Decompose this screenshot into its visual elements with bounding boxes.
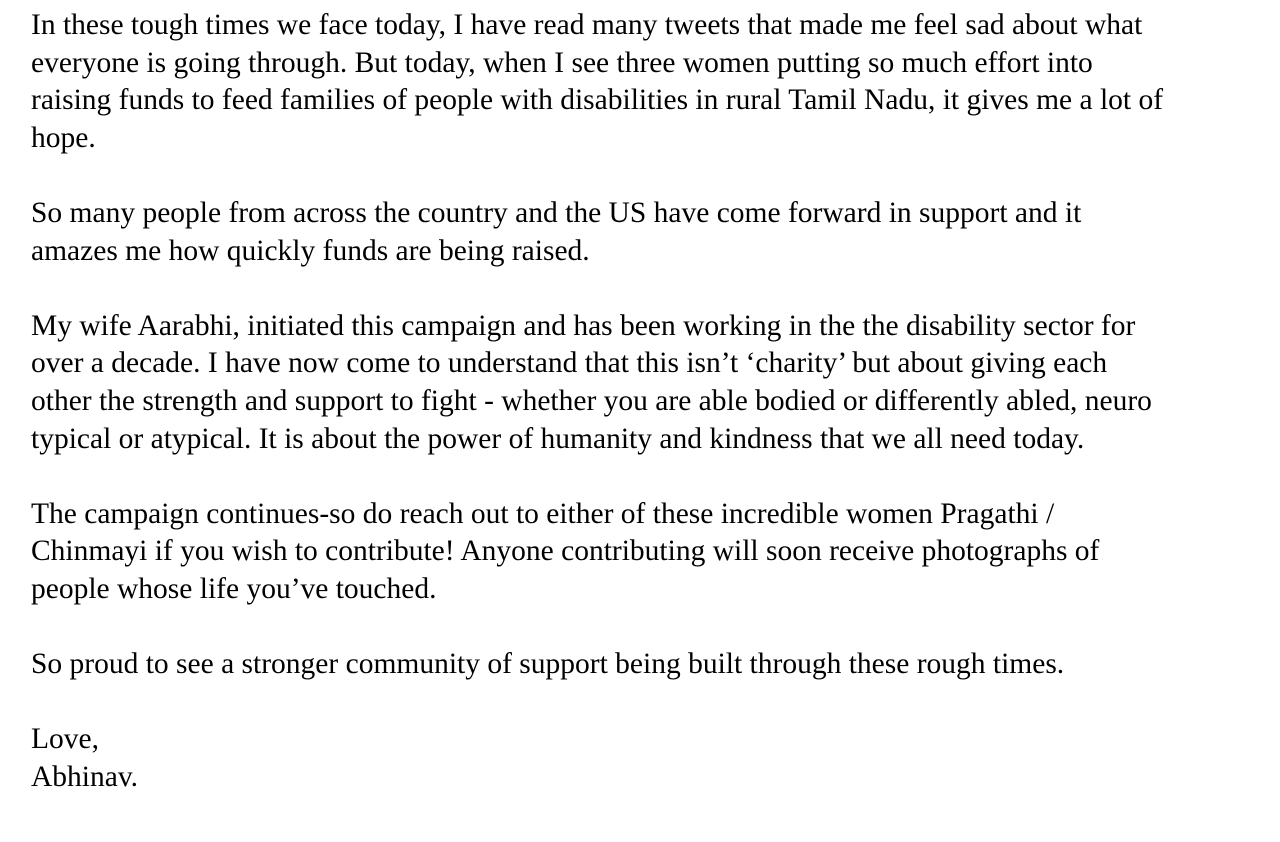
paragraph-3 (31, 308, 1261, 458)
text-line: people whose life you’ve touched. (31, 572, 437, 605)
text-line: So many people from across the country and the US have come forward in support and it (31, 196, 1082, 229)
text-line: My wife Aarabhi, initiated this campaign and has been working in the the disability sector for (31, 309, 1136, 342)
signoff-name: Abhinav. (31, 760, 139, 793)
text-line: Chinmayi if you wish to contribute! Anyone contributing will soon receive photographs of (31, 535, 1100, 568)
paragraph-5 (31, 646, 1261, 684)
paragraph-1 (31, 7, 1261, 157)
text-line: over a decade. I have now come to understand that this isn’t ‘charity’ but about giving each (31, 347, 1108, 380)
signoff (31, 721, 1261, 796)
text-line: typical or atypical. It is about the power of humanity and kindness that we all need today. (31, 422, 1085, 455)
text-line: amazes me how quickly funds are being raised. (31, 234, 590, 267)
text-line: hope. (31, 121, 96, 154)
text-line: In these tough times we face today, I have read many tweets that made me feel sad about what (31, 9, 1143, 41)
paragraph-4 (31, 496, 1261, 609)
paragraph-2 (31, 195, 1261, 270)
text-line: raising funds to feed families of people with disabilities in rural Tamil Nadu, it gives me a lot of (31, 84, 1164, 117)
text-line: The campaign continues-so do reach out to either of these incredible women Pragathi / (31, 497, 1055, 530)
text-line: other the strength and support to fight - whether you are able bodied or differently abled, neuro (31, 384, 1152, 417)
letter-text (31, 7, 1261, 796)
text-line: So proud to see a stronger community of support being built through these rough times. (31, 648, 1065, 681)
text-line: everyone is going through. But today, when I see three women putting so much effort into (31, 46, 1093, 79)
signoff-closing: Love, (31, 723, 99, 756)
